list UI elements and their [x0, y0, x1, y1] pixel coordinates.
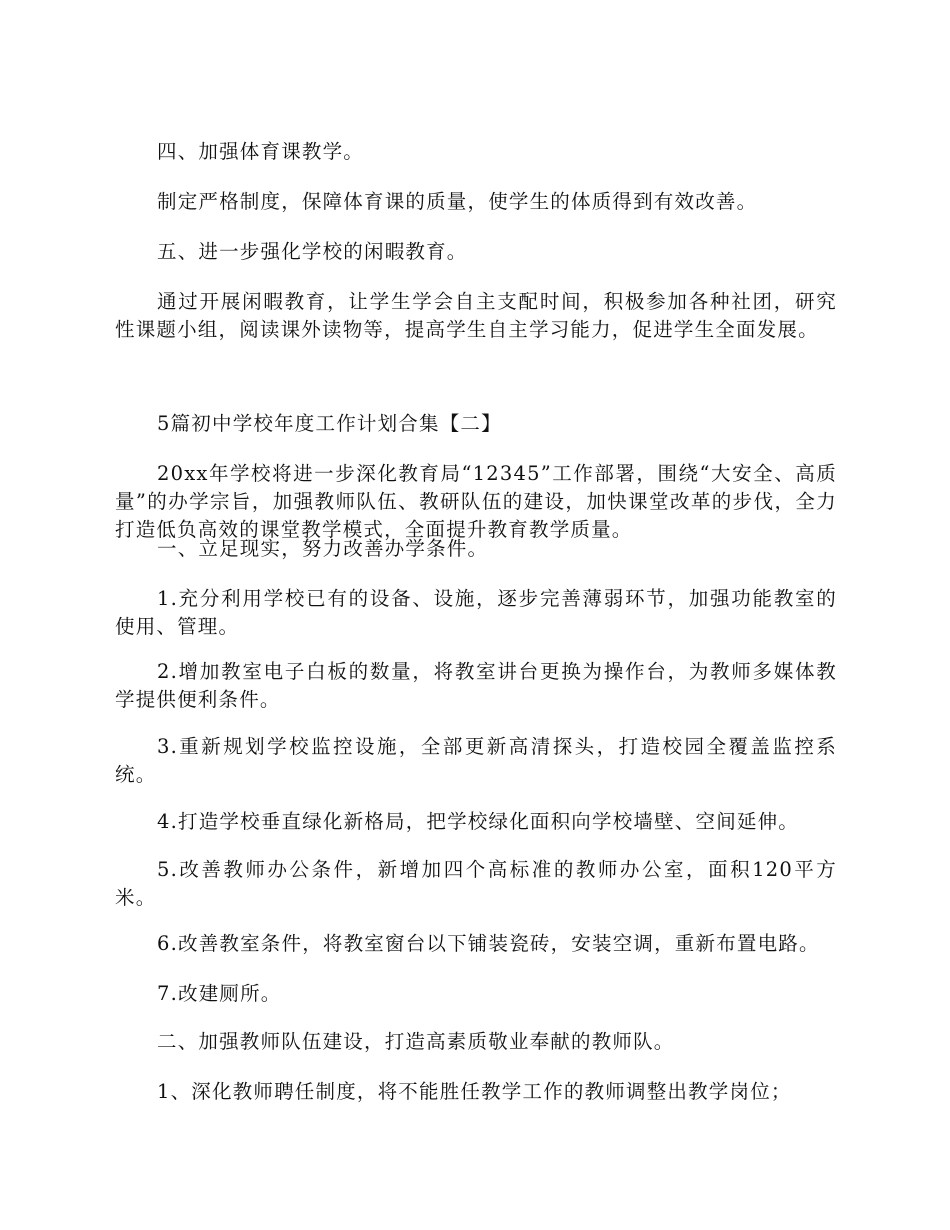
list-item: 2.增加教室电子白板的数量，将教室讲台更换为操作台，为教师多媒体教学提供便利条件。	[115, 660, 837, 711]
list-item: 3.重新规划学校监控设施，全部更新高清探头，打造校园全覆盖监控系统。	[115, 735, 837, 786]
document-subtitle: 5篇初中学校年度工作计划合集【二】	[157, 412, 502, 435]
paragraph: 制定严格制度，保障体育课的质量，使学生的体质得到有效改善。	[157, 190, 758, 213]
list-item: 7.改建厕所。	[157, 982, 282, 1005]
list-item: 1、深化教师聘任制度，将不能胜任教学工作的教师调整出教学岗位；	[157, 1080, 792, 1103]
list-item: 1.充分利用学校已有的设备、设施，逐步完善薄弱环节，加强功能教室的使用、管理。	[115, 587, 837, 638]
list-item: 5.改善教师办公条件，新增加四个高标准的教师办公室，面积120平方米。	[115, 858, 837, 909]
heading-section-1: 一、立足现实，努力改善办学条件。	[157, 537, 489, 560]
heading-section-5: 五、进一步强化学校的闲暇教育。	[157, 240, 468, 263]
heading-section-2: 二、加强教师队伍建设，打造高素质敬业奉献的教师队。	[157, 1030, 675, 1053]
paragraph: 通过开展闲暇教育，让学生学会自主支配时间，积极参加各种社团，研究性课题小组，阅读课外读物等，提高学生自主学习能力，促进学生全面发展。	[115, 290, 837, 341]
list-item: 6.改善教室条件，将教室窗台以下铺装瓷砖，安装空调，重新布置电路。	[157, 932, 820, 955]
paragraph: 20xx年学校将进一步深化教育局“12345”工作部署，围绕“大安全、高质量”的办学宗旨，加强教师队伍、教研队伍的建设，加快课堂改革的步伐，全力打造低负高效的课堂教学模式，全面提升教育教学质量。	[115, 462, 837, 541]
heading-section-4: 四、加强体育课教学。	[157, 140, 365, 163]
list-item: 4.打造学校垂直绿化新格局，把学校绿化面积向学校墙壁、空间延伸。	[157, 810, 800, 833]
